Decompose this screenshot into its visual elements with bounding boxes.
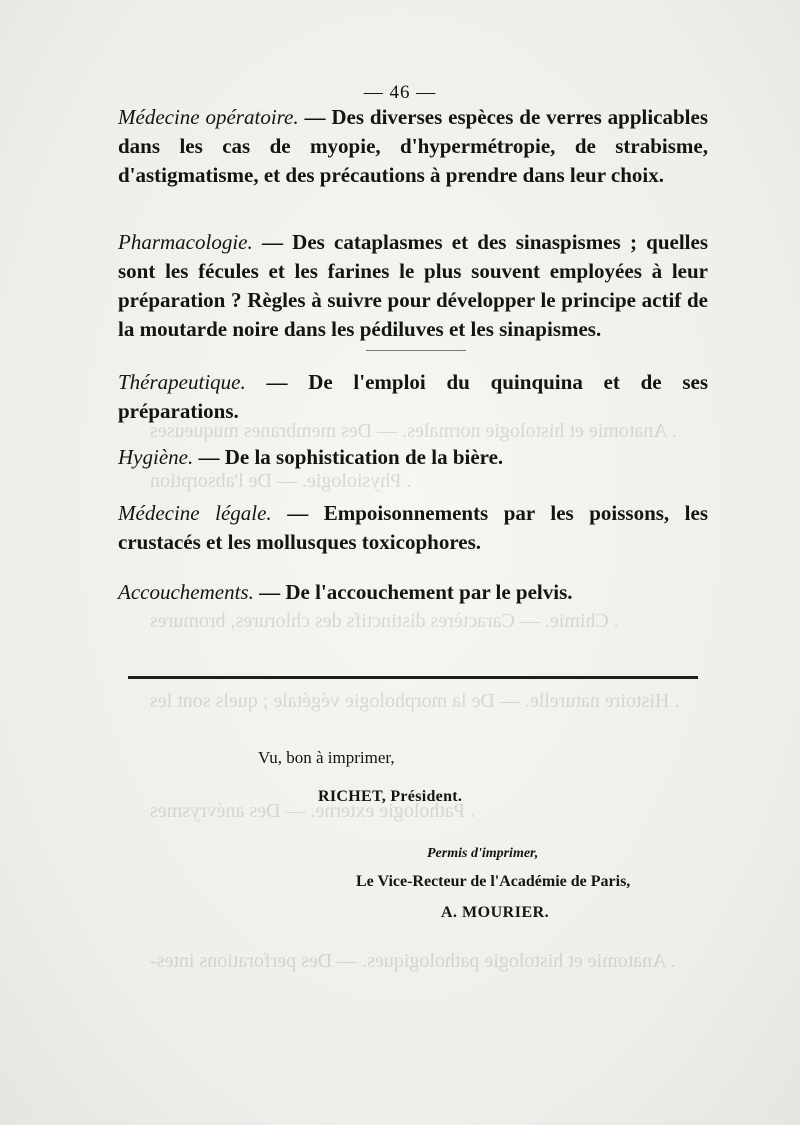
section-subject: Médecine opératoire. xyxy=(118,105,299,129)
section-subject: Thérapeutique. xyxy=(118,370,246,394)
section-pharmacologie xyxy=(118,228,708,344)
section-subject: Hygiène. xyxy=(118,445,194,469)
section-text: — Empoisonnements par les poissons, les crustacés et les mollusques toxicophores. xyxy=(118,501,709,554)
section-hygiene xyxy=(118,443,708,472)
long-divider xyxy=(128,676,698,679)
section-text: — De l'emploi du quinquina et de ses préparations. xyxy=(118,370,708,423)
section-text: — De la sophistication de la bière. xyxy=(193,445,504,469)
page-number: — 46 — xyxy=(363,82,437,103)
section-text: — De l'accouchement par le pelvis. xyxy=(253,580,573,604)
section-text: — Des diverses espèces de verres applicables dans les cas de myopie, d'hypermétropie, de strabisme, d'astigmatisme, et des précautions à prendre dans leur choix. xyxy=(118,105,708,187)
approval-signatory: A. MOURIER. xyxy=(441,904,550,921)
section-subject: Pharmacologie. xyxy=(118,230,253,254)
section-therapeutique xyxy=(118,368,708,426)
section-text: — Des cataplasmes et des sinaspismes ; quelles sont les fécules et les farines le plus souvent employées à leur préparation ? Règles à suivre pour développer le principe actif de la moutarde noire dans les pédiluves et les sinapismes. xyxy=(118,230,708,341)
show-through-texture: . Anatomie et histologie normales. — Des membranes muqueuses . Physiologie. — De l'absorption . Chimie. — Caractères distinctifs des chlorures, bromures . Histoire naturelle. — De la morphologie végétale ; quels sont les . Pathologie externe. — Des anévrysmes . Anatomie et histologie pathologiques. — Des perforations intes- xyxy=(150,420,680,972)
section-medecine-operatoire xyxy=(118,103,708,190)
approval-vu: Vu, bon à imprimer, xyxy=(258,748,395,767)
approval-president: RICHET, Président. xyxy=(318,788,463,805)
section-medecine-legale xyxy=(118,499,708,557)
section-subject: Accouchements. xyxy=(118,580,254,604)
short-divider xyxy=(366,350,466,351)
section-accouchements xyxy=(118,578,708,607)
approval-recteur: Le Vice-Recteur de l'Académie de Paris, xyxy=(356,873,631,890)
approval-permis: Permis d'imprimer, xyxy=(427,846,539,861)
section-subject: Médecine légale. xyxy=(118,501,272,525)
